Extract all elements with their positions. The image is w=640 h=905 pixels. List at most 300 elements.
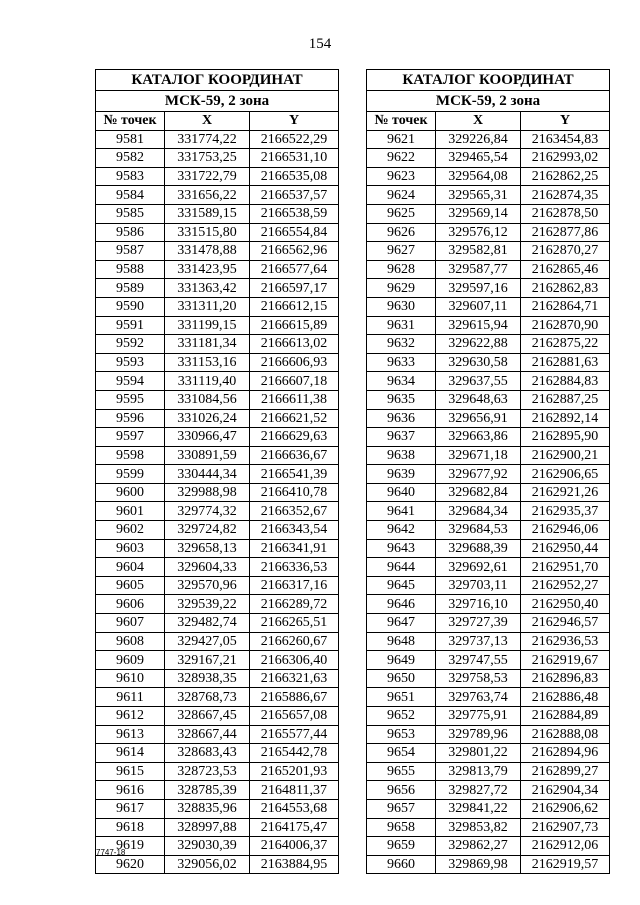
cell-y: 2162906,65: [521, 465, 610, 484]
cell-y: 2166352,67: [250, 502, 339, 521]
cell-y: 2166629,63: [250, 428, 339, 447]
table-row: [367, 149, 610, 168]
cell-x: 331423,95: [165, 260, 250, 279]
cell-y: 2162895,90: [521, 428, 610, 447]
cell-x: 329056,02: [165, 855, 250, 874]
table-row: [96, 167, 339, 186]
cell-x: 329582,81: [436, 242, 521, 261]
table-row: [96, 204, 339, 223]
cell-y: 2166306,40: [250, 651, 339, 670]
table-row: [367, 409, 610, 428]
cell-x: 329684,34: [436, 502, 521, 521]
cell-y: 2162899,27: [521, 762, 610, 781]
table-row: [96, 632, 339, 651]
cell-x: 331478,88: [165, 242, 250, 261]
cell-point-number: 9607: [96, 614, 165, 633]
cell-x: 329648,63: [436, 390, 521, 409]
cell-x: 331656,22: [165, 186, 250, 205]
cell-y: 2162878,50: [521, 204, 610, 223]
table-row: [367, 316, 610, 335]
cell-y: 2166607,18: [250, 372, 339, 391]
cell-point-number: 9602: [96, 521, 165, 540]
table-row: [96, 614, 339, 633]
cell-point-number: 9622: [367, 149, 436, 168]
cell-y: 2162892,14: [521, 409, 610, 428]
cell-y: 2162950,44: [521, 539, 610, 558]
table-row: [367, 799, 610, 818]
cell-y: 2164811,37: [250, 781, 339, 800]
cell-point-number: 9620: [96, 855, 165, 874]
table-row: [367, 297, 610, 316]
table-row: [367, 651, 610, 670]
cell-point-number: 9654: [367, 744, 436, 763]
table-row: [367, 669, 610, 688]
cell-x: 329684,53: [436, 521, 521, 540]
cell-point-number: 9588: [96, 260, 165, 279]
table-row: [96, 409, 339, 428]
table-row: [367, 614, 610, 633]
cell-x: 330444,34: [165, 465, 250, 484]
cell-y: 2166265,51: [250, 614, 339, 633]
cell-y: 2166577,64: [250, 260, 339, 279]
cell-point-number: 9638: [367, 446, 436, 465]
cell-y: 2162904,34: [521, 781, 610, 800]
cell-x: 329841,22: [436, 799, 521, 818]
table-row: [367, 204, 610, 223]
cell-point-number: 9581: [96, 130, 165, 149]
cell-y: 2163454,83: [521, 130, 610, 149]
table-row: [367, 428, 610, 447]
cell-point-number: 9653: [367, 725, 436, 744]
cell-y: 2162875,22: [521, 335, 610, 354]
table-row: [96, 539, 339, 558]
cell-point-number: 9592: [96, 335, 165, 354]
cell-point-number: 9603: [96, 539, 165, 558]
cell-y: 2166615,89: [250, 316, 339, 335]
column-header-x: X: [436, 112, 521, 131]
cell-y: 2162865,46: [521, 260, 610, 279]
cell-point-number: 9585: [96, 204, 165, 223]
table-row: [367, 223, 610, 242]
cell-y: 2162950,40: [521, 595, 610, 614]
cell-x: 328667,45: [165, 707, 250, 726]
cell-point-number: 9589: [96, 279, 165, 298]
cell-point-number: 9641: [367, 502, 436, 521]
table-row: [96, 855, 339, 874]
table-row: [96, 688, 339, 707]
table-title: КАТАЛОГ КООРДИНАТ: [96, 70, 339, 91]
cell-point-number: 9633: [367, 353, 436, 372]
column-header-point-number: № точек: [367, 112, 436, 131]
table-row: [367, 837, 610, 856]
cell-x: 329030,39: [165, 837, 250, 856]
table-row: [367, 595, 610, 614]
cell-x: 329801,22: [436, 744, 521, 763]
cell-y: 2166537,57: [250, 186, 339, 205]
cell-x: 328938,35: [165, 669, 250, 688]
cell-x: 329465,54: [436, 149, 521, 168]
cell-y: 2162874,35: [521, 186, 610, 205]
cell-point-number: 9590: [96, 297, 165, 316]
cell-x: 330966,47: [165, 428, 250, 447]
cell-x: 328997,88: [165, 818, 250, 837]
cell-x: 329789,96: [436, 725, 521, 744]
cell-x: 329482,74: [165, 614, 250, 633]
cell-x: 331084,56: [165, 390, 250, 409]
cell-point-number: 9604: [96, 558, 165, 577]
cell-y: 2166317,16: [250, 576, 339, 595]
table-row: [367, 781, 610, 800]
cell-x: 329656,91: [436, 409, 521, 428]
cell-point-number: 9591: [96, 316, 165, 335]
cell-y: 2166260,67: [250, 632, 339, 651]
table-row: [96, 260, 339, 279]
cell-point-number: 9629: [367, 279, 436, 298]
cell-point-number: 9584: [96, 186, 165, 205]
cell-y: 2162919,67: [521, 651, 610, 670]
cell-point-number: 9616: [96, 781, 165, 800]
table-row: [367, 279, 610, 298]
cell-point-number: 9613: [96, 725, 165, 744]
table-row: [96, 502, 339, 521]
cell-x: 329774,32: [165, 502, 250, 521]
column-header-y: Y: [521, 112, 610, 131]
cell-x: 329775,91: [436, 707, 521, 726]
cell-x: 331119,40: [165, 372, 250, 391]
cell-x: 331311,20: [165, 297, 250, 316]
cell-x: 329692,61: [436, 558, 521, 577]
cell-point-number: 9645: [367, 576, 436, 595]
cell-point-number: 9626: [367, 223, 436, 242]
cell-y: 2162884,83: [521, 372, 610, 391]
cell-x: 329827,72: [436, 781, 521, 800]
cell-x: 329703,11: [436, 576, 521, 595]
cell-y: 2166612,15: [250, 297, 339, 316]
cell-x: 328683,43: [165, 744, 250, 763]
cell-x: 329587,77: [436, 260, 521, 279]
cell-y: 2162907,73: [521, 818, 610, 837]
table-row: [367, 558, 610, 577]
cell-y: 2164006,37: [250, 837, 339, 856]
cell-x: 329597,16: [436, 279, 521, 298]
cell-x: 329658,13: [165, 539, 250, 558]
cell-point-number: 9601: [96, 502, 165, 521]
table-body: [367, 130, 610, 874]
cell-y: 2166636,67: [250, 446, 339, 465]
cell-point-number: 9612: [96, 707, 165, 726]
cell-x: 331515,80: [165, 223, 250, 242]
table-row: [367, 502, 610, 521]
table-row: [96, 762, 339, 781]
page-number: 154: [308, 36, 332, 52]
cell-point-number: 9608: [96, 632, 165, 651]
table-row: [96, 576, 339, 595]
table-row: [367, 855, 610, 874]
cell-point-number: 9632: [367, 335, 436, 354]
table-row: [96, 372, 339, 391]
column-header-point-number: № точек: [96, 112, 165, 131]
cell-x: 329747,55: [436, 651, 521, 670]
cell-point-number: 9594: [96, 372, 165, 391]
table-row: [367, 446, 610, 465]
cell-x: 329869,98: [436, 855, 521, 874]
table-row: [96, 297, 339, 316]
cell-x: 329637,55: [436, 372, 521, 391]
table-row: [96, 837, 339, 856]
table-row: [367, 688, 610, 707]
cell-y: 2162912,06: [521, 837, 610, 856]
cell-point-number: 9621: [367, 130, 436, 149]
cell-x: 328667,44: [165, 725, 250, 744]
table-row: [96, 521, 339, 540]
cell-y: 2165577,44: [250, 725, 339, 744]
table-row: [367, 762, 610, 781]
cell-point-number: 9623: [367, 167, 436, 186]
cell-x: 329853,82: [436, 818, 521, 837]
cell-x: 329570,96: [165, 576, 250, 595]
table-row: [367, 632, 610, 651]
cell-y: 2166531,10: [250, 149, 339, 168]
cell-point-number: 9637: [367, 428, 436, 447]
cell-y: 2162900,21: [521, 446, 610, 465]
table-row: [367, 465, 610, 484]
table-row: [367, 335, 610, 354]
table-row: [96, 744, 339, 763]
cell-x: 329663,86: [436, 428, 521, 447]
cell-x: 329671,18: [436, 446, 521, 465]
table-row: [367, 186, 610, 205]
cell-y: 2166321,63: [250, 669, 339, 688]
cell-x: 329716,10: [436, 595, 521, 614]
document-code: 7747-18: [96, 848, 126, 857]
table-row: [367, 539, 610, 558]
cell-y: 2162870,27: [521, 242, 610, 261]
cell-point-number: 9659: [367, 837, 436, 856]
table-row: [96, 149, 339, 168]
cell-point-number: 9631: [367, 316, 436, 335]
cell-y: 2166538,59: [250, 204, 339, 223]
table-row: [96, 558, 339, 577]
cell-y: 2162870,90: [521, 316, 610, 335]
cell-point-number: 9614: [96, 744, 165, 763]
cell-x: 329226,84: [436, 130, 521, 149]
cell-point-number: 9625: [367, 204, 436, 223]
cell-point-number: 9618: [96, 818, 165, 837]
cell-point-number: 9611: [96, 688, 165, 707]
cell-x: 329677,92: [436, 465, 521, 484]
cell-point-number: 9599: [96, 465, 165, 484]
cell-x: 329576,12: [436, 223, 521, 242]
cell-point-number: 9652: [367, 707, 436, 726]
cell-x: 331153,16: [165, 353, 250, 372]
cell-x: 331363,42: [165, 279, 250, 298]
table-row: [96, 669, 339, 688]
cell-point-number: 9647: [367, 614, 436, 633]
cell-point-number: 9650: [367, 669, 436, 688]
table-row: [96, 707, 339, 726]
table-row: [96, 242, 339, 261]
cell-point-number: 9628: [367, 260, 436, 279]
cell-y: 2165886,67: [250, 688, 339, 707]
cell-x: 329607,11: [436, 297, 521, 316]
cell-y: 2166341,91: [250, 539, 339, 558]
cell-x: 329565,31: [436, 186, 521, 205]
cell-y: 2162862,25: [521, 167, 610, 186]
cell-y: 2164553,68: [250, 799, 339, 818]
table-row: [96, 335, 339, 354]
cell-point-number: 9595: [96, 390, 165, 409]
cell-y: 2162881,63: [521, 353, 610, 372]
table-subtitle: МСК-59, 2 зона: [367, 91, 610, 112]
cell-x: 329622,88: [436, 335, 521, 354]
cell-y: 2166621,52: [250, 409, 339, 428]
cell-y: 2162896,83: [521, 669, 610, 688]
cell-y: 2162887,25: [521, 390, 610, 409]
cell-x: 331026,24: [165, 409, 250, 428]
table-row: [96, 130, 339, 149]
cell-point-number: 9636: [367, 409, 436, 428]
cell-x: 329630,58: [436, 353, 521, 372]
cell-x: 329727,39: [436, 614, 521, 633]
cell-x: 329988,98: [165, 483, 250, 502]
table-row: [367, 576, 610, 595]
table-row: [96, 186, 339, 205]
cell-x: 330891,59: [165, 446, 250, 465]
cell-y: 2162862,83: [521, 279, 610, 298]
cell-y: 2162952,27: [521, 576, 610, 595]
cell-y: 2162946,06: [521, 521, 610, 540]
table-row: [96, 446, 339, 465]
cell-y: 2162919,57: [521, 855, 610, 874]
cell-x: 328835,96: [165, 799, 250, 818]
cell-y: 2162946,57: [521, 614, 610, 633]
table-row: [367, 353, 610, 372]
cell-y: 2162906,62: [521, 799, 610, 818]
cell-y: 2165657,08: [250, 707, 339, 726]
table-row: [367, 242, 610, 261]
cell-x: 329763,74: [436, 688, 521, 707]
cell-point-number: 9639: [367, 465, 436, 484]
cell-y: 2163884,95: [250, 855, 339, 874]
cell-x: 328723,53: [165, 762, 250, 781]
cell-y: 2162993,02: [521, 149, 610, 168]
table-row: [367, 372, 610, 391]
cell-x: 329688,39: [436, 539, 521, 558]
cell-y: 2162886,48: [521, 688, 610, 707]
cell-y: 2166606,93: [250, 353, 339, 372]
cell-y: 2166289,72: [250, 595, 339, 614]
table-row: [96, 316, 339, 335]
table-row: [96, 465, 339, 484]
cell-x: 329862,27: [436, 837, 521, 856]
cell-point-number: 9656: [367, 781, 436, 800]
table-row: [96, 725, 339, 744]
table-row: [367, 725, 610, 744]
cell-point-number: 9619: [96, 837, 165, 856]
table-row: [96, 428, 339, 447]
cell-point-number: 9583: [96, 167, 165, 186]
coordinate-catalog-table: [95, 69, 339, 874]
cell-x: 329615,94: [436, 316, 521, 335]
cell-y: 2162877,86: [521, 223, 610, 242]
cell-point-number: 9600: [96, 483, 165, 502]
cell-point-number: 9582: [96, 149, 165, 168]
cell-x: 328785,39: [165, 781, 250, 800]
cell-point-number: 9596: [96, 409, 165, 428]
cell-point-number: 9660: [367, 855, 436, 874]
table-row: [96, 595, 339, 614]
cell-y: 2164175,47: [250, 818, 339, 837]
cell-point-number: 9655: [367, 762, 436, 781]
cell-y: 2166541,39: [250, 465, 339, 484]
cell-x: 331199,15: [165, 316, 250, 335]
cell-x: 329569,14: [436, 204, 521, 223]
cell-x: 329724,82: [165, 521, 250, 540]
cell-x: 329737,13: [436, 632, 521, 651]
cell-y: 2162951,70: [521, 558, 610, 577]
table-row: [367, 707, 610, 726]
cell-x: 331774,22: [165, 130, 250, 149]
table-row: [96, 223, 339, 242]
column-header-y: Y: [250, 112, 339, 131]
cell-x: 329167,21: [165, 651, 250, 670]
cell-point-number: 9630: [367, 297, 436, 316]
cell-x: 331181,34: [165, 335, 250, 354]
table-row: [96, 353, 339, 372]
cell-point-number: 9606: [96, 595, 165, 614]
table-row: [96, 781, 339, 800]
table-row: [367, 130, 610, 149]
cell-point-number: 9587: [96, 242, 165, 261]
table-row: [96, 799, 339, 818]
cell-point-number: 9627: [367, 242, 436, 261]
cell-y: 2166343,54: [250, 521, 339, 540]
cell-point-number: 9635: [367, 390, 436, 409]
cell-y: 2165442,78: [250, 744, 339, 763]
coordinate-catalog-table: [366, 69, 610, 874]
cell-point-number: 9657: [367, 799, 436, 818]
table-row: [367, 260, 610, 279]
cell-point-number: 9651: [367, 688, 436, 707]
cell-point-number: 9610: [96, 669, 165, 688]
cell-y: 2166336,53: [250, 558, 339, 577]
cell-point-number: 9615: [96, 762, 165, 781]
cell-x: 331589,15: [165, 204, 250, 223]
cell-y: 2166613,02: [250, 335, 339, 354]
cell-x: 329682,84: [436, 483, 521, 502]
cell-y: 2162888,08: [521, 725, 610, 744]
cell-y: 2162894,96: [521, 744, 610, 763]
table-row: [367, 390, 610, 409]
cell-point-number: 9609: [96, 651, 165, 670]
cell-point-number: 9586: [96, 223, 165, 242]
cell-y: 2166535,08: [250, 167, 339, 186]
cell-x: 328768,73: [165, 688, 250, 707]
cell-point-number: 9646: [367, 595, 436, 614]
cell-point-number: 9634: [367, 372, 436, 391]
cell-y: 2162864,71: [521, 297, 610, 316]
cell-point-number: 9658: [367, 818, 436, 837]
cell-y: 2166597,17: [250, 279, 339, 298]
cell-point-number: 9648: [367, 632, 436, 651]
cell-y: 2166562,96: [250, 242, 339, 261]
column-header-x: X: [165, 112, 250, 131]
table-row: [96, 651, 339, 670]
cell-point-number: 9624: [367, 186, 436, 205]
table-row: [367, 483, 610, 502]
table-subtitle: МСК-59, 2 зона: [96, 91, 339, 112]
table-row: [367, 167, 610, 186]
